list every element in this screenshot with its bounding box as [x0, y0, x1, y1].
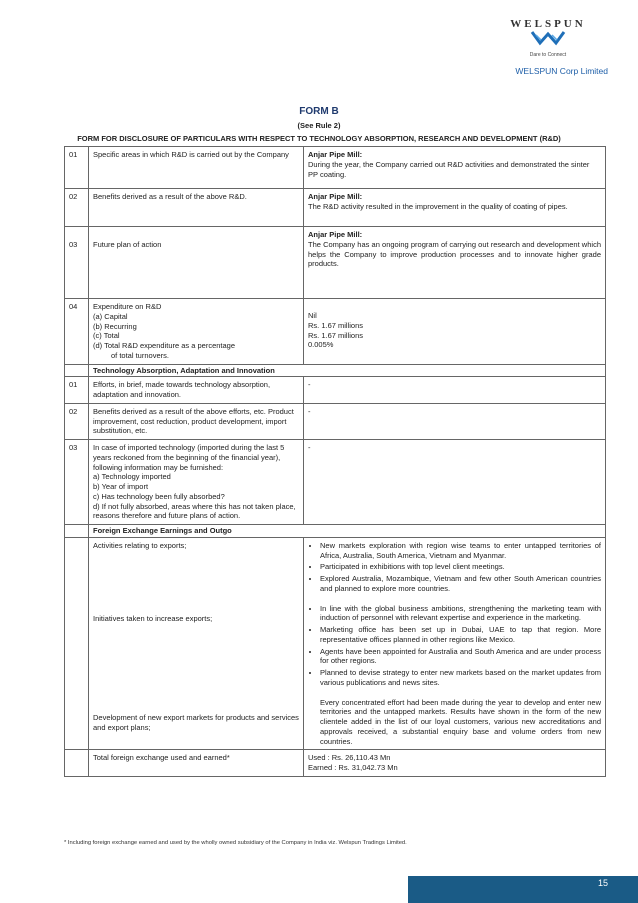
row-value	[304, 299, 606, 365]
value-text: The Company has an ongoing program of carrying out research and development which helps the Company to improve production processes and to innovate higher grade products.	[308, 239, 601, 269]
value-title: Anjar Pipe Mill:	[308, 192, 363, 201]
expenditure-item: (d) Total R&D expenditure as a percentage	[93, 341, 236, 350]
row-value	[304, 189, 606, 227]
list-item: • Marketing office has been set up in Dubai, UAE to tap that region. More representative offices planned in other regions like Mexico.	[320, 625, 601, 645]
expenditure-item: (a) Capital	[93, 311, 128, 321]
row-number: 01	[65, 147, 89, 189]
table-row	[65, 403, 606, 439]
section-heading: Technology Absorption, Adaptation and Innovation	[89, 364, 606, 377]
row-label: Total foreign exchange used and earned*	[89, 750, 304, 777]
exports-list	[308, 541, 601, 594]
expenditure-value: Nil	[308, 311, 317, 320]
row-value: -	[304, 403, 606, 439]
row-label: Benefits derived as a result of the above efforts, etc. Product improvement, cost reduction, product development, import substitution, etc.	[89, 403, 304, 439]
initiatives-list	[308, 604, 601, 688]
row-value: -	[304, 440, 606, 525]
row-label: Specific areas in which R&D is carried out by the Company	[89, 147, 304, 189]
expenditure-item-tail: of total turnovers.	[111, 350, 169, 360]
table-row	[65, 377, 606, 404]
row-value	[304, 147, 606, 189]
row-number: 02	[65, 403, 89, 439]
company-logo	[488, 18, 608, 58]
exports-label: Activities relating to exports;	[93, 540, 187, 550]
expenditure-value: Rs. 1.67 millions	[308, 320, 364, 330]
initiatives-label: Initiatives taken to increase exports;	[93, 613, 213, 623]
table-row	[65, 750, 606, 777]
row-label	[89, 227, 304, 299]
row-label-text: Future plan of action	[93, 240, 162, 249]
imported-label: In case of imported technology (imported during the last 5 years reckoned from the beginning of the financial year), following information may be furnished:	[93, 443, 285, 472]
form-title: FORM B	[299, 106, 339, 117]
disclosure-table	[64, 146, 606, 777]
row-label	[89, 299, 304, 365]
development-label: Development of new export markets for products and services and export plans;	[93, 713, 299, 732]
form-heading: FORM FOR DISCLOSURE OF PARTICULARS WITH RESPECT TO TECHNOLOGY ABSORPTION, RESEARCH AND DEVELOPMENT (R&D)	[77, 134, 561, 143]
fx-earned: Earned : Rs. 31,042.73 Mn	[308, 763, 398, 772]
imported-item: b) Year of import	[93, 482, 149, 491]
table-row	[65, 189, 606, 227]
section-heading-row	[65, 364, 606, 377]
row-label	[89, 440, 304, 525]
expenditure-label: Expenditure on R&D	[93, 302, 162, 311]
imported-item: c) Has technology been fully absorbed?	[93, 491, 225, 501]
development-text: Every concentrated effort had been made during the year to develop and enter new territories and the untapped markets. Results have shown in the form of the new clientele added in the list of our loyal customers, various new accreditations and approvals received, a substantial enquiry base and volume orders from new countries.	[320, 697, 601, 746]
section-heading-row	[65, 525, 606, 538]
row-value: -	[304, 377, 606, 404]
fx-used: Used : Rs. 26,110.43 Mn	[308, 753, 391, 763]
row-value	[304, 750, 606, 777]
expenditure-item: (b) Recurring	[93, 321, 137, 331]
imported-item: d) If not fully absorbed, areas where this has not taken place, reasons therefore and future plans of action.	[93, 501, 296, 521]
row-number: 01	[65, 377, 89, 404]
company-name: WELSPUN Corp Limited	[515, 66, 608, 76]
footnote: * Including foreign exchange earned and used by the wholly owned subsidiary of the Company in India viz. Welspun Tradings Limited.	[64, 840, 407, 846]
expenditure-value: Rs. 1.67 millions	[308, 330, 364, 340]
row-label: Benefits derived as a result of the above R&D.	[89, 189, 304, 227]
rule-reference: (See Rule 2)	[297, 121, 341, 130]
list-item: • Explored Australia, Mozambique, Vietnam and few other South American countries and planned to explore more countries.	[320, 574, 601, 594]
tagline: Dare to Connect	[529, 52, 567, 58]
brand-name: WELSPUN	[510, 18, 586, 30]
row-label	[89, 537, 304, 750]
row-number-text: 03	[69, 240, 78, 249]
list-item: • In line with the global business ambitions, strengthening the marketing team with induction of personnel with relevant expertise and experience in the marketing.	[320, 604, 601, 624]
list-item: • Agents have been appointed for Australia and South America and are under process for other regions.	[320, 647, 601, 667]
swoosh-logo-icon	[528, 30, 568, 46]
page-number: 15	[597, 878, 608, 888]
table-row	[65, 227, 606, 299]
table-row	[65, 537, 606, 750]
row-value	[304, 537, 606, 750]
expenditure-value: 0.005%	[308, 340, 334, 350]
list-item: • Planned to devise strategy to enter new markets based on the market updates from various publications and news sites.	[320, 668, 601, 688]
row-number: 03	[65, 440, 89, 525]
section-heading: Foreign Exchange Earnings and Outgo	[89, 525, 606, 538]
row-number	[65, 227, 89, 299]
value-title: Anjar Pipe Mill:	[308, 230, 363, 239]
table-row	[65, 147, 606, 189]
row-label: Efforts, in brief, made towards technology absorption, adaptation and innovation.	[89, 377, 304, 404]
list-item: • Participated in exhibitions with top level client meetings.	[320, 562, 601, 572]
row-number: 04	[65, 299, 89, 365]
value-title: Anjar Pipe Mill:	[308, 150, 363, 159]
table-row	[65, 440, 606, 525]
row-value	[304, 227, 606, 299]
imported-item: a) Technology imported	[93, 472, 171, 482]
expenditure-item: (c) Total	[93, 331, 120, 341]
list-item: • New markets exploration with region wise teams to enter untapped territories of Africa, Australia, South America, Vietnam and Myanmar.	[320, 541, 601, 561]
table-row	[65, 299, 606, 365]
value-text: During the year, the Company carried out R&D activities and demonstrated the sinter PP coating.	[308, 159, 590, 179]
value-text: The R&D activity resulted in the improvement in the quality of coating of pipes.	[308, 201, 568, 211]
row-number: 02	[65, 189, 89, 227]
